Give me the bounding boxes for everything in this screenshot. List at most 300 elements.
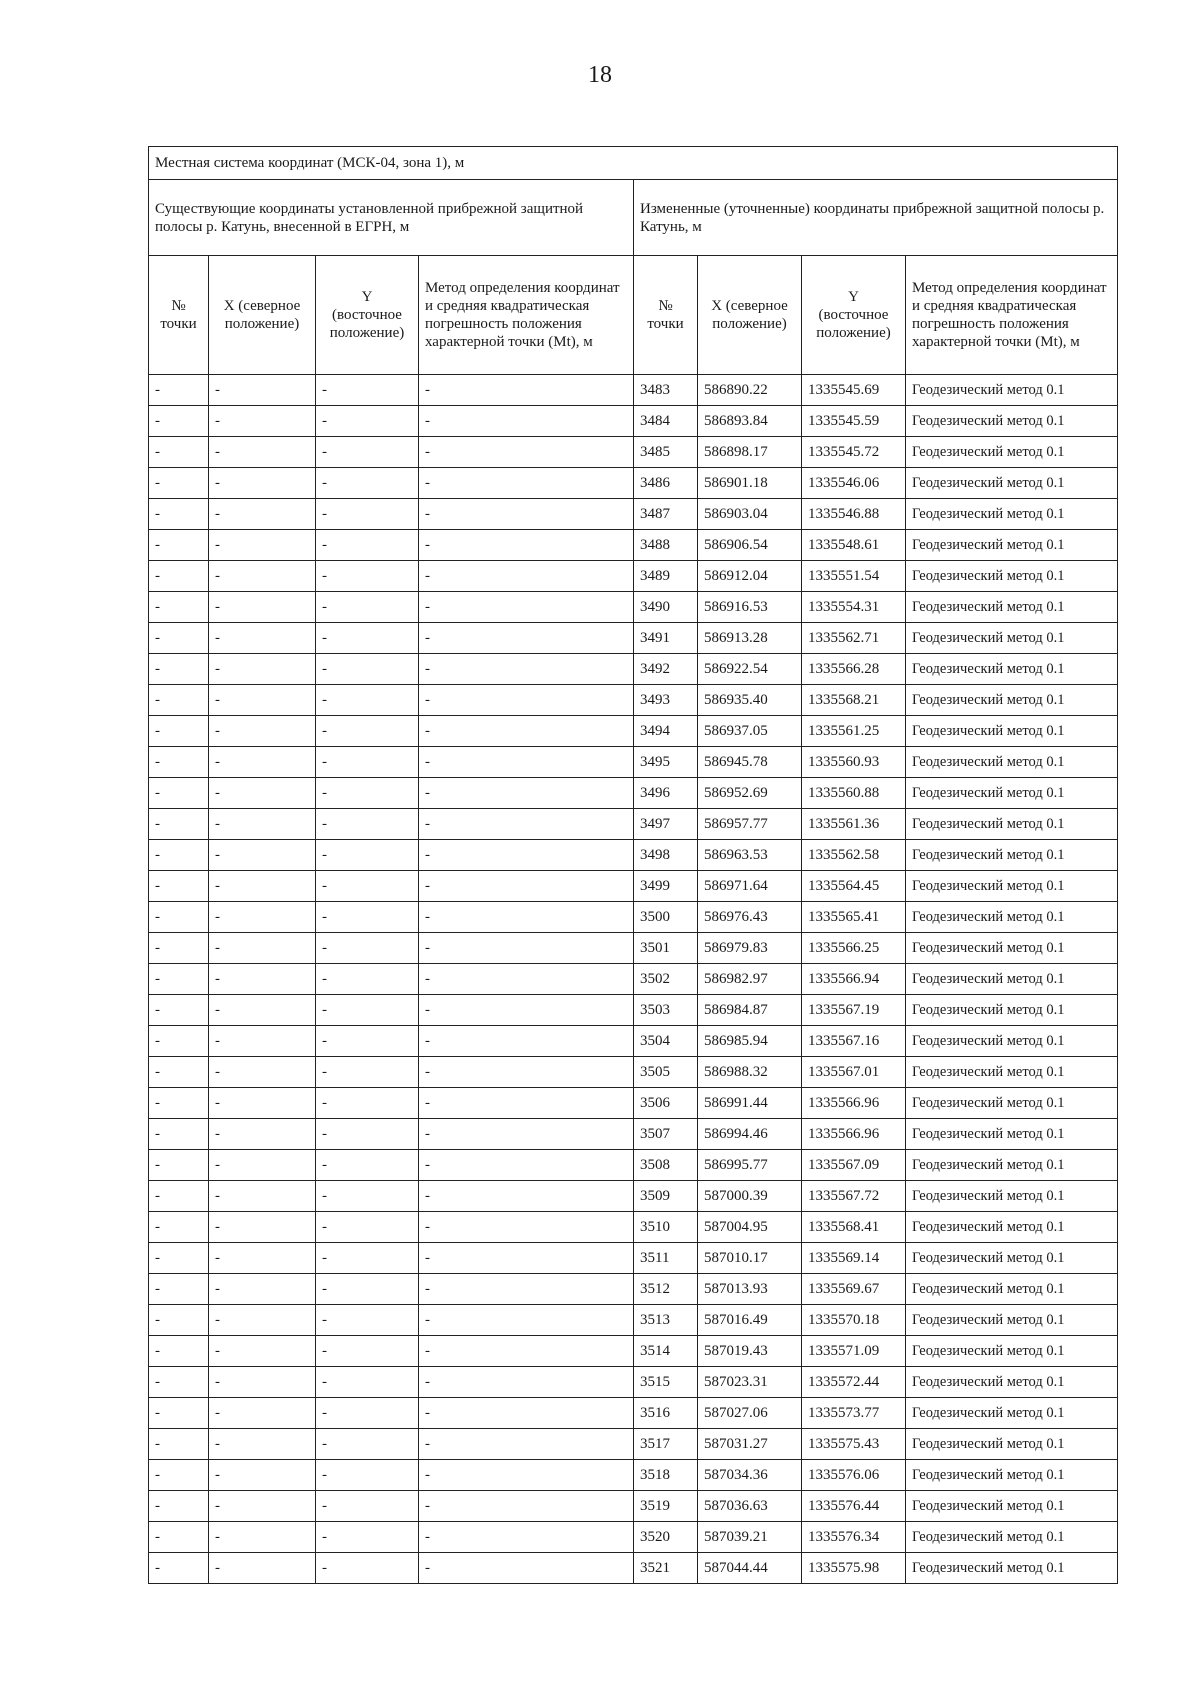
existing-x-cell: - (209, 375, 316, 406)
col-header-y-changed (802, 256, 906, 375)
point-number-cell: 3489 (634, 561, 698, 592)
y-coordinate-cell: 1335566.25 (802, 933, 906, 964)
point-number-cell: 3484 (634, 406, 698, 437)
existing-y-cell: - (316, 623, 419, 654)
existing-y-cell: - (316, 1243, 419, 1274)
y-coordinate-cell: 1335569.14 (802, 1243, 906, 1274)
existing-method-cell: - (419, 499, 634, 530)
method-cell: Геодезический метод 0.1 (906, 1026, 1118, 1057)
existing-point-number-cell: - (149, 1553, 209, 1584)
existing-point-number-cell: - (149, 1181, 209, 1212)
existing-method-cell: - (419, 716, 634, 747)
table-row (149, 933, 1118, 964)
x-coordinate-cell: 586963.53 (698, 840, 802, 871)
col-header-method: Метод определения координат и средняя квадратическая погрешность положения характерной точки (Mt), м (419, 256, 634, 375)
existing-method-cell: - (419, 1336, 634, 1367)
point-number-cell: 3501 (634, 933, 698, 964)
existing-point-number-cell: - (149, 1460, 209, 1491)
existing-y-cell: - (316, 1367, 419, 1398)
existing-point-number-cell: - (149, 1398, 209, 1429)
table-row (149, 623, 1118, 654)
table-row (149, 1460, 1118, 1491)
y-coordinate-cell: 1335575.43 (802, 1429, 906, 1460)
existing-y-cell: - (316, 1212, 419, 1243)
existing-point-number-cell: - (149, 685, 209, 716)
existing-method-cell: - (419, 1212, 634, 1243)
method-cell: Геодезический метод 0.1 (906, 1553, 1118, 1584)
existing-y-cell: - (316, 406, 419, 437)
existing-x-cell: - (209, 530, 316, 561)
table-row (149, 1305, 1118, 1336)
y-coordinate-cell: 1335566.28 (802, 654, 906, 685)
x-coordinate-cell: 586913.28 (698, 623, 802, 654)
existing-method-cell: - (419, 778, 634, 809)
existing-point-number-cell: - (149, 716, 209, 747)
y-coordinate-cell: 1335560.93 (802, 747, 906, 778)
table-row (149, 840, 1118, 871)
x-coordinate-cell: 587036.63 (698, 1491, 802, 1522)
table-row (149, 809, 1118, 840)
y-coordinate-cell: 1335560.88 (802, 778, 906, 809)
method-cell: Геодезический метод 0.1 (906, 716, 1118, 747)
x-coordinate-cell: 586988.32 (698, 1057, 802, 1088)
existing-x-cell: - (209, 1398, 316, 1429)
existing-method-cell: - (419, 1057, 634, 1088)
y-coordinate-cell: 1335546.06 (802, 468, 906, 499)
existing-x-cell: - (209, 1491, 316, 1522)
existing-x-cell: - (209, 468, 316, 499)
existing-y-cell: - (316, 1057, 419, 1088)
existing-point-number-cell: - (149, 1088, 209, 1119)
x-coordinate-cell: 586971.64 (698, 871, 802, 902)
existing-x-cell: - (209, 1336, 316, 1367)
point-word: точки (160, 316, 197, 332)
x-coordinate-cell: 586937.05 (698, 716, 802, 747)
table-row (149, 1491, 1118, 1522)
existing-x-cell: - (209, 623, 316, 654)
method-cell: Геодезический метод 0.1 (906, 964, 1118, 995)
existing-method-cell: - (419, 1522, 634, 1553)
existing-point-number-cell: - (149, 1150, 209, 1181)
point-number-cell: 3496 (634, 778, 698, 809)
x-coordinate-cell: 586982.97 (698, 964, 802, 995)
table-row (149, 592, 1118, 623)
point-number-cell: 3513 (634, 1305, 698, 1336)
table-row (149, 1367, 1118, 1398)
method-cell: Геодезический метод 0.1 (906, 468, 1118, 499)
existing-method-cell: - (419, 933, 634, 964)
existing-x-cell: - (209, 1212, 316, 1243)
method-cell: Геодезический метод 0.1 (906, 623, 1118, 654)
existing-x-cell: - (209, 1460, 316, 1491)
method-cell: Геодезический метод 0.1 (906, 840, 1118, 871)
existing-x-cell: - (209, 871, 316, 902)
existing-method-cell: - (419, 1553, 634, 1584)
point-number-cell: 3503 (634, 995, 698, 1026)
y-desc: (восточное положение) (816, 307, 891, 341)
y-coordinate-cell: 1335566.94 (802, 964, 906, 995)
existing-point-number-cell: - (149, 1491, 209, 1522)
existing-point-number-cell: - (149, 902, 209, 933)
existing-y-cell: - (316, 1429, 419, 1460)
existing-method-cell: - (419, 406, 634, 437)
y-coordinate-cell: 1335568.41 (802, 1212, 906, 1243)
x-coordinate-cell: 587000.39 (698, 1181, 802, 1212)
existing-y-cell: - (316, 499, 419, 530)
method-cell: Геодезический метод 0.1 (906, 1305, 1118, 1336)
existing-point-number-cell: - (149, 1119, 209, 1150)
method-cell: Геодезический метод 0.1 (906, 685, 1118, 716)
existing-y-cell: - (316, 809, 419, 840)
existing-x-cell: - (209, 1367, 316, 1398)
x-coordinate-cell: 587004.95 (698, 1212, 802, 1243)
existing-x-cell: - (209, 654, 316, 685)
existing-y-cell: - (316, 964, 419, 995)
existing-method-cell: - (419, 1460, 634, 1491)
point-number-cell: 3483 (634, 375, 698, 406)
existing-y-cell: - (316, 530, 419, 561)
existing-point-number-cell: - (149, 654, 209, 685)
existing-x-cell: - (209, 747, 316, 778)
point-number-cell: 3521 (634, 1553, 698, 1584)
existing-method-cell: - (419, 592, 634, 623)
existing-y-cell: - (316, 902, 419, 933)
method-cell: Геодезический метод 0.1 (906, 902, 1118, 933)
existing-point-number-cell: - (149, 1367, 209, 1398)
existing-method-cell: - (419, 1150, 634, 1181)
table-row (149, 1522, 1118, 1553)
y-coordinate-cell: 1335573.77 (802, 1398, 906, 1429)
y-coordinate-cell: 1335548.61 (802, 530, 906, 561)
x-coordinate-cell: 587013.93 (698, 1274, 802, 1305)
y-coordinate-cell: 1335575.98 (802, 1553, 906, 1584)
table-row (149, 716, 1118, 747)
existing-point-number-cell: - (149, 468, 209, 499)
existing-y-cell: - (316, 840, 419, 871)
point-number-cell: 3518 (634, 1460, 698, 1491)
existing-point-number-cell: - (149, 561, 209, 592)
existing-method-cell: - (419, 1429, 634, 1460)
existing-x-cell: - (209, 1119, 316, 1150)
point-number-cell: 3509 (634, 1181, 698, 1212)
table-body (149, 375, 1118, 1584)
table-row (149, 1150, 1118, 1181)
existing-y-cell: - (316, 1119, 419, 1150)
existing-y-cell: - (316, 1398, 419, 1429)
x-coordinate-cell: 586995.77 (698, 1150, 802, 1181)
point-number-cell: 3486 (634, 468, 698, 499)
x-coordinate-cell: 586994.46 (698, 1119, 802, 1150)
method-cell: Геодезический метод 0.1 (906, 1429, 1118, 1460)
x-coordinate-cell: 586898.17 (698, 437, 802, 468)
x-coordinate-cell: 586976.43 (698, 902, 802, 933)
method-cell: Геодезический метод 0.1 (906, 1491, 1118, 1522)
point-word: точки (647, 316, 684, 332)
x-coordinate-cell: 586916.53 (698, 592, 802, 623)
x-coordinate-cell: 587019.43 (698, 1336, 802, 1367)
existing-y-cell: - (316, 1460, 419, 1491)
method-cell: Геодезический метод 0.1 (906, 592, 1118, 623)
method-cell: Геодезический метод 0.1 (906, 1367, 1118, 1398)
method-cell: Геодезический метод 0.1 (906, 1460, 1118, 1491)
y-coordinate-cell: 1335565.41 (802, 902, 906, 933)
existing-method-cell: - (419, 809, 634, 840)
table-row (149, 1274, 1118, 1305)
x-coordinate-cell: 586903.04 (698, 499, 802, 530)
method-cell: Геодезический метод 0.1 (906, 1212, 1118, 1243)
x-coordinate-cell: 586922.54 (698, 654, 802, 685)
existing-method-cell: - (419, 902, 634, 933)
table-row (149, 747, 1118, 778)
existing-point-number-cell: - (149, 1243, 209, 1274)
method-cell: Геодезический метод 0.1 (906, 375, 1118, 406)
existing-method-cell: - (419, 437, 634, 468)
existing-x-cell: - (209, 499, 316, 530)
existing-x-cell: - (209, 1243, 316, 1274)
x-coordinate-cell: 586935.40 (698, 685, 802, 716)
page-number: 18 (588, 62, 612, 88)
point-number-cell: 3505 (634, 1057, 698, 1088)
table-row (149, 871, 1118, 902)
existing-x-cell: - (209, 1150, 316, 1181)
table-row (149, 902, 1118, 933)
existing-method-cell: - (419, 995, 634, 1026)
existing-point-number-cell: - (149, 1274, 209, 1305)
point-number-cell: 3491 (634, 623, 698, 654)
existing-y-cell: - (316, 1336, 419, 1367)
existing-y-cell: - (316, 933, 419, 964)
point-number-cell: 3511 (634, 1243, 698, 1274)
existing-x-cell: - (209, 561, 316, 592)
method-cell: Геодезический метод 0.1 (906, 530, 1118, 561)
x-coordinate-cell: 587039.21 (698, 1522, 802, 1553)
existing-y-cell: - (316, 1491, 419, 1522)
table-row (149, 1057, 1118, 1088)
x-coordinate-cell: 587031.27 (698, 1429, 802, 1460)
y-coordinate-cell: 1335576.44 (802, 1491, 906, 1522)
existing-x-cell: - (209, 437, 316, 468)
existing-method-cell: - (419, 747, 634, 778)
table-row (149, 1119, 1118, 1150)
existing-point-number-cell: - (149, 964, 209, 995)
x-coordinate-cell: 587027.06 (698, 1398, 802, 1429)
point-number-cell: 3500 (634, 902, 698, 933)
point-number-cell: 3507 (634, 1119, 698, 1150)
point-number-cell: 3497 (634, 809, 698, 840)
point-number-cell: 3502 (634, 964, 698, 995)
y-coordinate-cell: 1335567.19 (802, 995, 906, 1026)
existing-method-cell: - (419, 1026, 634, 1057)
method-cell: Геодезический метод 0.1 (906, 1398, 1118, 1429)
y-coordinate-cell: 1335551.54 (802, 561, 906, 592)
existing-x-cell: - (209, 1429, 316, 1460)
existing-y-cell: - (316, 1026, 419, 1057)
point-number-cell: 3506 (634, 1088, 698, 1119)
point-number-cell: 3488 (634, 530, 698, 561)
method-cell: Геодезический метод 0.1 (906, 406, 1118, 437)
table-row (149, 499, 1118, 530)
existing-point-number-cell: - (149, 871, 209, 902)
existing-method-cell: - (419, 1181, 634, 1212)
number-sign: № (171, 298, 186, 314)
x-coordinate-cell: 586893.84 (698, 406, 802, 437)
y-coordinate-cell: 1335570.18 (802, 1305, 906, 1336)
existing-method-cell: - (419, 530, 634, 561)
x-coordinate-cell: 586890.22 (698, 375, 802, 406)
x-coordinate-cell: 587016.49 (698, 1305, 802, 1336)
existing-x-cell: - (209, 778, 316, 809)
point-number-cell: 3510 (634, 1212, 698, 1243)
existing-y-cell: - (316, 468, 419, 499)
method-cell: Геодезический метод 0.1 (906, 747, 1118, 778)
method-cell: Геодезический метод 0.1 (906, 1057, 1118, 1088)
y-coordinate-cell: 1335576.34 (802, 1522, 906, 1553)
table-row (149, 964, 1118, 995)
y-coordinate-cell: 1335562.58 (802, 840, 906, 871)
existing-method-cell: - (419, 964, 634, 995)
existing-x-cell: - (209, 1274, 316, 1305)
existing-x-cell: - (209, 716, 316, 747)
existing-x-cell: - (209, 1305, 316, 1336)
method-cell: Геодезический метод 0.1 (906, 1274, 1118, 1305)
method-cell: Геодезический метод 0.1 (906, 1181, 1118, 1212)
existing-y-cell: - (316, 716, 419, 747)
table-row (149, 1181, 1118, 1212)
y-coordinate-cell: 1335571.09 (802, 1336, 906, 1367)
coordinates-table (148, 146, 1118, 1584)
existing-y-cell: - (316, 1181, 419, 1212)
col-header-point-number (149, 256, 209, 375)
point-number-cell: 3504 (634, 1026, 698, 1057)
group-header-existing: Существующие координаты установленной прибрежной защитной полосы р. Катунь, внесенной в ЕГРН, м (149, 180, 634, 256)
table-row (149, 1212, 1118, 1243)
table-row (149, 406, 1118, 437)
x-coordinate-cell: 586984.87 (698, 995, 802, 1026)
y-coordinate-cell: 1335545.72 (802, 437, 906, 468)
existing-point-number-cell: - (149, 1522, 209, 1553)
existing-x-cell: - (209, 685, 316, 716)
existing-point-number-cell: - (149, 375, 209, 406)
existing-point-number-cell: - (149, 406, 209, 437)
table-row (149, 995, 1118, 1026)
existing-method-cell: - (419, 623, 634, 654)
existing-point-number-cell: - (149, 437, 209, 468)
existing-point-number-cell: - (149, 1057, 209, 1088)
existing-point-number-cell: - (149, 995, 209, 1026)
existing-point-number-cell: - (149, 809, 209, 840)
point-number-cell: 3498 (634, 840, 698, 871)
existing-point-number-cell: - (149, 1026, 209, 1057)
existing-method-cell: - (419, 468, 634, 499)
existing-method-cell: - (419, 685, 634, 716)
table-row (149, 685, 1118, 716)
table-row (149, 1026, 1118, 1057)
col-header-method-changed: Метод определения координат и средняя квадратическая погрешность положения характерной точки (Mt), м (906, 256, 1118, 375)
existing-y-cell: - (316, 1522, 419, 1553)
existing-y-cell: - (316, 871, 419, 902)
table-row (149, 530, 1118, 561)
method-cell: Геодезический метод 0.1 (906, 1088, 1118, 1119)
point-number-cell: 3492 (634, 654, 698, 685)
table-row (149, 778, 1118, 809)
point-number-cell: 3487 (634, 499, 698, 530)
y-coordinate-cell: 1335545.59 (802, 406, 906, 437)
existing-x-cell: - (209, 964, 316, 995)
existing-y-cell: - (316, 437, 419, 468)
point-number-cell: 3493 (634, 685, 698, 716)
existing-method-cell: - (419, 1274, 634, 1305)
method-cell: Геодезический метод 0.1 (906, 561, 1118, 592)
method-cell: Геодезический метод 0.1 (906, 654, 1118, 685)
method-cell: Геодезический метод 0.1 (906, 1243, 1118, 1274)
existing-y-cell: - (316, 1088, 419, 1119)
point-number-cell: 3494 (634, 716, 698, 747)
existing-point-number-cell: - (149, 933, 209, 964)
method-cell: Геодезический метод 0.1 (906, 1150, 1118, 1181)
group-header-changed: Измененные (уточненные) координаты прибрежной защитной полосы р. Катунь, м (634, 180, 1118, 256)
y-letter: Y (361, 289, 373, 305)
y-coordinate-cell: 1335567.16 (802, 1026, 906, 1057)
existing-method-cell: - (419, 375, 634, 406)
table-row (149, 375, 1118, 406)
existing-point-number-cell: - (149, 747, 209, 778)
existing-point-number-cell: - (149, 530, 209, 561)
y-coordinate-cell: 1335561.36 (802, 809, 906, 840)
table-row (149, 1429, 1118, 1460)
table-row (149, 437, 1118, 468)
existing-x-cell: - (209, 933, 316, 964)
col-header-y (316, 256, 419, 375)
point-number-cell: 3495 (634, 747, 698, 778)
existing-y-cell: - (316, 747, 419, 778)
y-desc: (восточное положение) (329, 307, 405, 341)
point-number-cell: 3516 (634, 1398, 698, 1429)
point-number-cell: 3490 (634, 592, 698, 623)
x-coordinate-cell: 586912.04 (698, 561, 802, 592)
table-row (149, 1553, 1118, 1584)
existing-point-number-cell: - (149, 778, 209, 809)
method-cell: Геодезический метод 0.1 (906, 499, 1118, 530)
existing-y-cell: - (316, 1305, 419, 1336)
table-title: Местная система координат (МСК-04, зона 1), м (149, 147, 1118, 180)
existing-x-cell: - (209, 1522, 316, 1553)
existing-method-cell: - (419, 871, 634, 902)
y-coordinate-cell: 1335568.21 (802, 685, 906, 716)
point-number-cell: 3517 (634, 1429, 698, 1460)
table-row (149, 561, 1118, 592)
y-coordinate-cell: 1335562.71 (802, 623, 906, 654)
table-row (149, 1243, 1118, 1274)
existing-method-cell: - (419, 840, 634, 871)
y-coordinate-cell: 1335576.06 (802, 1460, 906, 1491)
existing-point-number-cell: - (149, 592, 209, 623)
x-coordinate-cell: 587034.36 (698, 1460, 802, 1491)
existing-point-number-cell: - (149, 1336, 209, 1367)
point-number-cell: 3520 (634, 1522, 698, 1553)
method-cell: Геодезический метод 0.1 (906, 995, 1118, 1026)
existing-y-cell: - (316, 1553, 419, 1584)
method-cell: Геодезический метод 0.1 (906, 871, 1118, 902)
existing-method-cell: - (419, 1305, 634, 1336)
y-coordinate-cell: 1335567.09 (802, 1150, 906, 1181)
x-coordinate-cell: 586952.69 (698, 778, 802, 809)
existing-x-cell: - (209, 809, 316, 840)
col-header-x: X (северное положение) (209, 256, 316, 375)
y-coordinate-cell: 1335566.96 (802, 1088, 906, 1119)
col-header-x-changed: X (северное положение) (698, 256, 802, 375)
point-number-cell: 3499 (634, 871, 698, 902)
point-number-cell: 3508 (634, 1150, 698, 1181)
